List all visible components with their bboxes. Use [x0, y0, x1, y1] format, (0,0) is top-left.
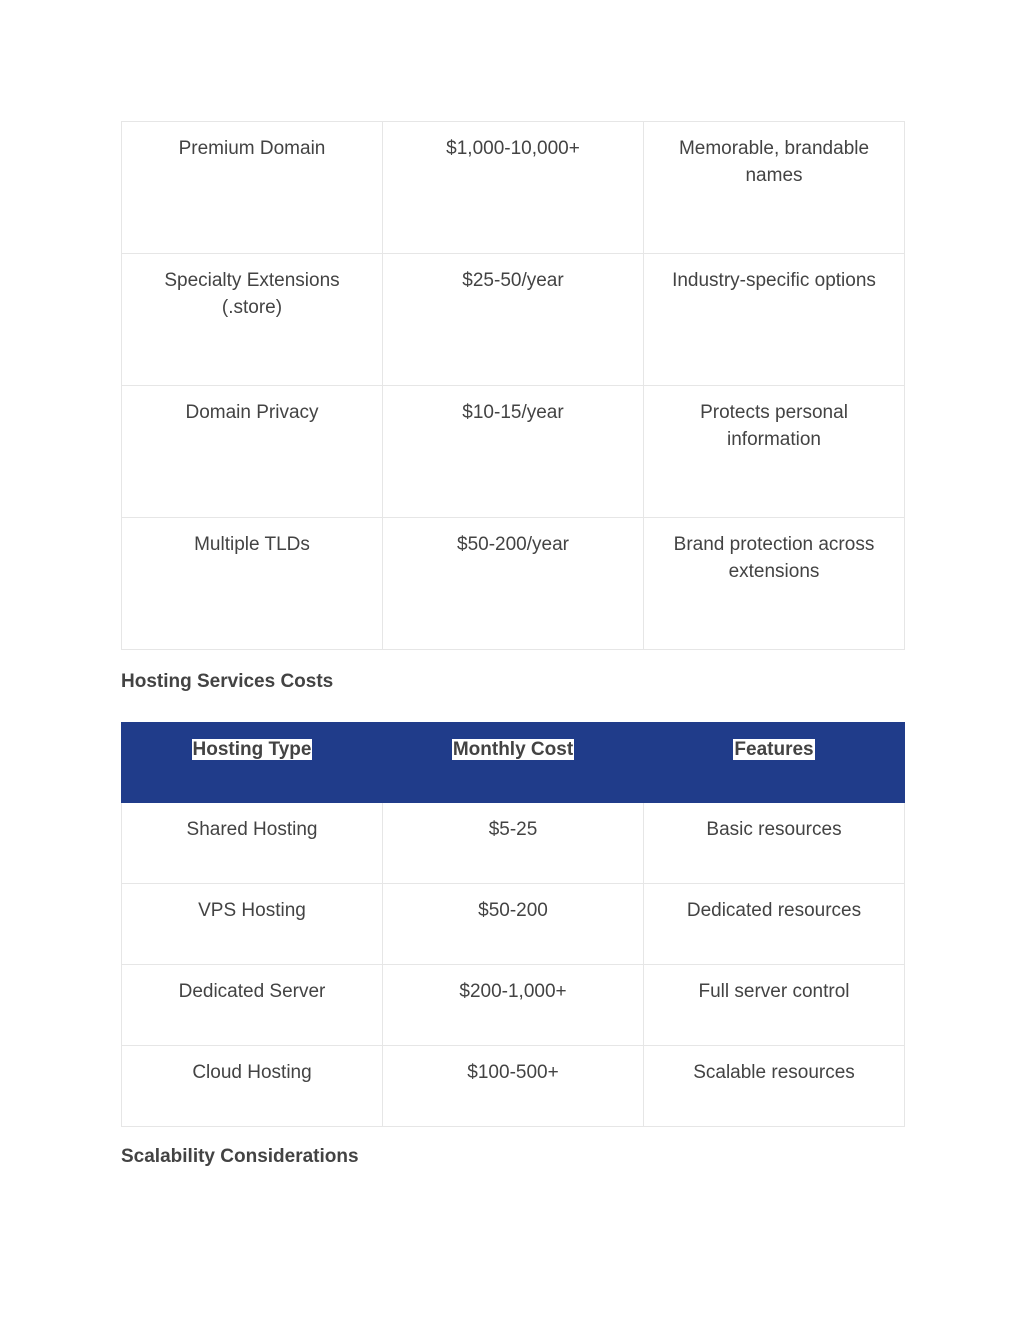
table-row — [122, 884, 905, 965]
table-cell-cost: $50-200/year — [383, 518, 644, 650]
table-cell-cost: $1,000-10,000+ — [383, 122, 644, 254]
table-row — [122, 386, 905, 518]
column-header-features — [644, 723, 905, 803]
table-cell-hosting-type: Cloud Hosting — [122, 1046, 383, 1127]
table-cell-monthly-cost: $5-25 — [383, 803, 644, 884]
table-cell-hosting-type: Shared Hosting — [122, 803, 383, 884]
table-cell-features: Scalable resources — [644, 1046, 905, 1127]
table-cell-monthly-cost: $200-1,000+ — [383, 965, 644, 1046]
table-header-row — [122, 723, 905, 803]
column-header-label: Hosting Type — [192, 739, 312, 760]
table-cell-hosting-type: Dedicated Server — [122, 965, 383, 1046]
table-row — [122, 122, 905, 254]
table-cell-features: Full server control — [644, 965, 905, 1046]
column-header-hosting-type — [122, 723, 383, 803]
table-cell-monthly-cost: $50-200 — [383, 884, 644, 965]
table-cell-benefit: Protects personal information — [644, 386, 905, 518]
table-row — [122, 1046, 905, 1127]
column-header-label: Monthly Cost — [452, 739, 574, 760]
table-cell-features: Dedicated resources — [644, 884, 905, 965]
table-cell-benefit: Brand protection across extensions — [644, 518, 905, 650]
table-cell-features: Basic resources — [644, 803, 905, 884]
table-cell-option: Specialty Extensions (.store) — [122, 254, 383, 386]
table-row — [122, 254, 905, 386]
table-cell-cost: $25-50/year — [383, 254, 644, 386]
column-header-monthly-cost — [383, 723, 644, 803]
table-cell-benefit: Industry-specific options — [644, 254, 905, 386]
table-row — [122, 803, 905, 884]
table-cell-hosting-type: VPS Hosting — [122, 884, 383, 965]
hosting-costs-heading: Hosting Services Costs — [121, 671, 334, 692]
table-cell-option: Domain Privacy — [122, 386, 383, 518]
table-row — [122, 518, 905, 650]
table-cell-benefit: Memorable, brandable names — [644, 122, 905, 254]
scalability-heading: Scalability Considerations — [121, 1146, 359, 1167]
column-header-label: Features — [734, 739, 814, 760]
table-cell-monthly-cost: $100-500+ — [383, 1046, 644, 1127]
table-cell-option: Multiple TLDs — [122, 518, 383, 650]
hosting-costs-table — [121, 722, 905, 1127]
table-cell-cost: $10-15/year — [383, 386, 644, 518]
table-row — [122, 965, 905, 1046]
domain-costs-table — [121, 121, 905, 650]
table-cell-option: Premium Domain — [122, 122, 383, 254]
